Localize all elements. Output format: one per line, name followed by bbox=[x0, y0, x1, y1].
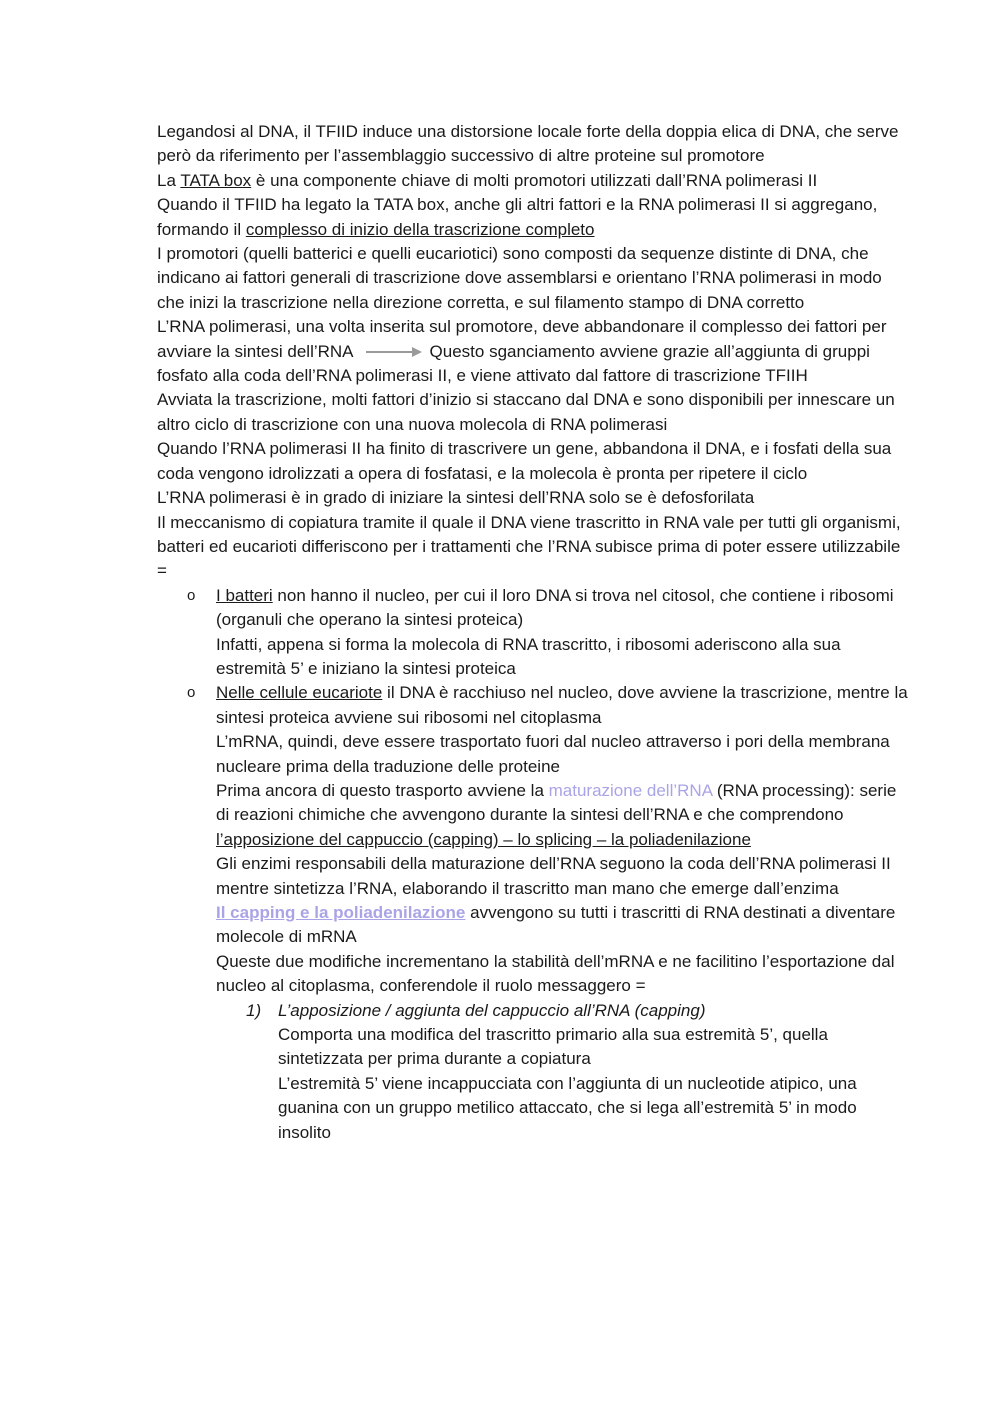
paragraph-phosphatase: Quando l’RNA polimerasi II ha finito di trascrivere un gene, abbandona il DNA, e i fosfati della sua coda vengono idrolizzati a opera di fosfatasi, e la molecola è pronta per ripetere il ciclo bbox=[157, 439, 892, 483]
numbered-title: L’apposizione / aggiunta del cappuccio all’RNA (capping) bbox=[278, 1000, 706, 1020]
bullet-marker: o bbox=[187, 684, 196, 702]
link-capping-polyadenylation[interactable]: Il capping e la poliadenilazione bbox=[216, 903, 466, 922]
paragraph-tata-box bbox=[157, 169, 912, 193]
bullet-text: Queste due modifiche incrementano la stabilità dell’mRNA e ne facilitino l’esportazione dal nucleo al citoplasma, conferendole il ruolo messaggero = bbox=[216, 951, 895, 996]
text-span: (RNA processing): serie di reazioni chimiche che avvengono durante la sintesi dell’RNA e che comprendono bbox=[216, 780, 897, 825]
text-span: è una componente chiave di molti promotori utilizzati dall’RNA polimerasi II bbox=[251, 170, 818, 190]
term-eukaryotic-cells: Nelle cellule eucariote bbox=[216, 683, 383, 703]
text-span: L’RNA polimerasi, una volta inserita sul promotore, deve abbandonare il complesso dei fattori per avviare la sintesi dell’RNA bbox=[157, 317, 887, 361]
term-initiation-complex: complesso di inizio della trascrizione completo bbox=[245, 219, 595, 239]
list-item-bacteria bbox=[157, 584, 912, 682]
text-span: La bbox=[157, 170, 181, 190]
text-span: il DNA è racchiuso nel nucleo, dove avviene la trascrizione, mentre la sintesi proteica avviene sui ribosomi nel citoplasma bbox=[216, 683, 908, 727]
bullet-text bbox=[216, 584, 912, 633]
text-span: Quando il TFIID ha legato la TATA box, anche gli altri fattori e la RNA polimerasi II si aggregano, formando il bbox=[157, 195, 878, 239]
bullet-text: Gli enzimi responsabili della maturazione dell’RNA seguono la coda dell’RNA polimerasi II mentre sintetizza l’RNA, elaborando il trascritto man mano che emerge dall’enzima bbox=[216, 854, 891, 898]
text-span: Questo sganciamento avviene grazie all’aggiunta di gruppi fosfato alla coda dell’RNA polimerasi II, e viene attivato dal fattore di trascrizione TFIIH bbox=[157, 341, 870, 386]
bullet-marker: o bbox=[187, 586, 196, 604]
paragraph-promoters: I promotori (quelli batterici e quelli eucariotici) sono composti da sequenze distinte di DNA, che indicano ai fattori generali di trascrizione dove assemblarsi e orientano l’RNA polimerasi in modo che inizi la trascrizione nella direzione corretta, e sul filamento stampo di DNA corretto bbox=[157, 244, 882, 312]
term-tata-box: TATA box bbox=[180, 170, 252, 190]
paragraph-initiation-complex bbox=[157, 193, 912, 242]
term-bacteria: I batteri bbox=[216, 585, 273, 605]
paragraph-factors-detach: Avviata la trascrizione, molti fattori d’inizio si staccano dal DNA e sono disponibili per innescare un altro ciclo di trascrizione con una nuova molecola di RNA polimerasi bbox=[157, 390, 895, 434]
bullet-text: L’mRNA, quindi, deve essere trasportato fuori dal nucleo attraverso i pori della membrana nucleare prima della traduzione delle proteine bbox=[216, 732, 890, 776]
paragraph-polymerase-release bbox=[157, 315, 912, 388]
document-page bbox=[157, 120, 912, 1145]
bullet-text: Infatti, appena si forma la molecola di RNA trascritto, i ribosomi aderiscono alla sua estremità 5’ e iniziano la sintesi proteica bbox=[216, 634, 841, 678]
numbered-text: Comporta una modifica del trascritto primario alla sua estremità 5’, quella sintetizzata per prima durante a copiatura bbox=[278, 1025, 828, 1069]
list-item-eukaryotes bbox=[157, 681, 912, 1145]
number-marker: 1) bbox=[246, 1000, 262, 1020]
paragraph-copy-mechanism: Il meccanismo di copiatura tramite il quale il DNA viene trascritto in RNA vale per tutti gli organismi, batteri ed eucarioti differiscono per i trattamenti che l’RNA subisce prima di poter essere utilizzabile = bbox=[157, 512, 901, 581]
term-processing-steps: l’apposizione del cappuccio (capping) – lo splicing – la poliadenilazione bbox=[216, 829, 751, 849]
numbered-text: L’estremità 5’ viene incappucciata con l’aggiunta di un nucleotide atipico, una guanina con un gruppo metilico attaccato, che si lega all’estremità 5’ in modo insolito bbox=[278, 1073, 857, 1142]
bullet-text bbox=[216, 901, 912, 950]
term-rna-maturation: maturazione dell’RNA bbox=[548, 780, 713, 800]
bullet-text bbox=[216, 681, 912, 730]
text-span: avvengono su tutti i trascritti di RNA destinati a diventare molecole di mRNA bbox=[216, 903, 896, 947]
numbered-item-capping bbox=[157, 999, 912, 1145]
text-span: non hanno il nucleo, per cui il loro DNA si trova nel citosol, che contiene i ribosomi (organuli che operano la sintesi proteica) bbox=[216, 585, 894, 630]
paragraph-dephosphorylated: L’RNA polimerasi è in grado di iniziare la sintesi dell’RNA solo se è defosforilata bbox=[157, 488, 755, 508]
text-span: Prima ancora di questo trasporto avviene la bbox=[216, 780, 549, 800]
paragraph-tfiid-distortion: Legandosi al DNA, il TFIID induce una distorsione locale forte della doppia elica di DNA, che serve però da riferimento per l’assemblaggio successivo di altre proteine sul promotore bbox=[157, 122, 899, 166]
bullet-text bbox=[216, 779, 912, 852]
arrow-right-icon bbox=[366, 347, 422, 357]
bullet-list bbox=[157, 584, 912, 1145]
